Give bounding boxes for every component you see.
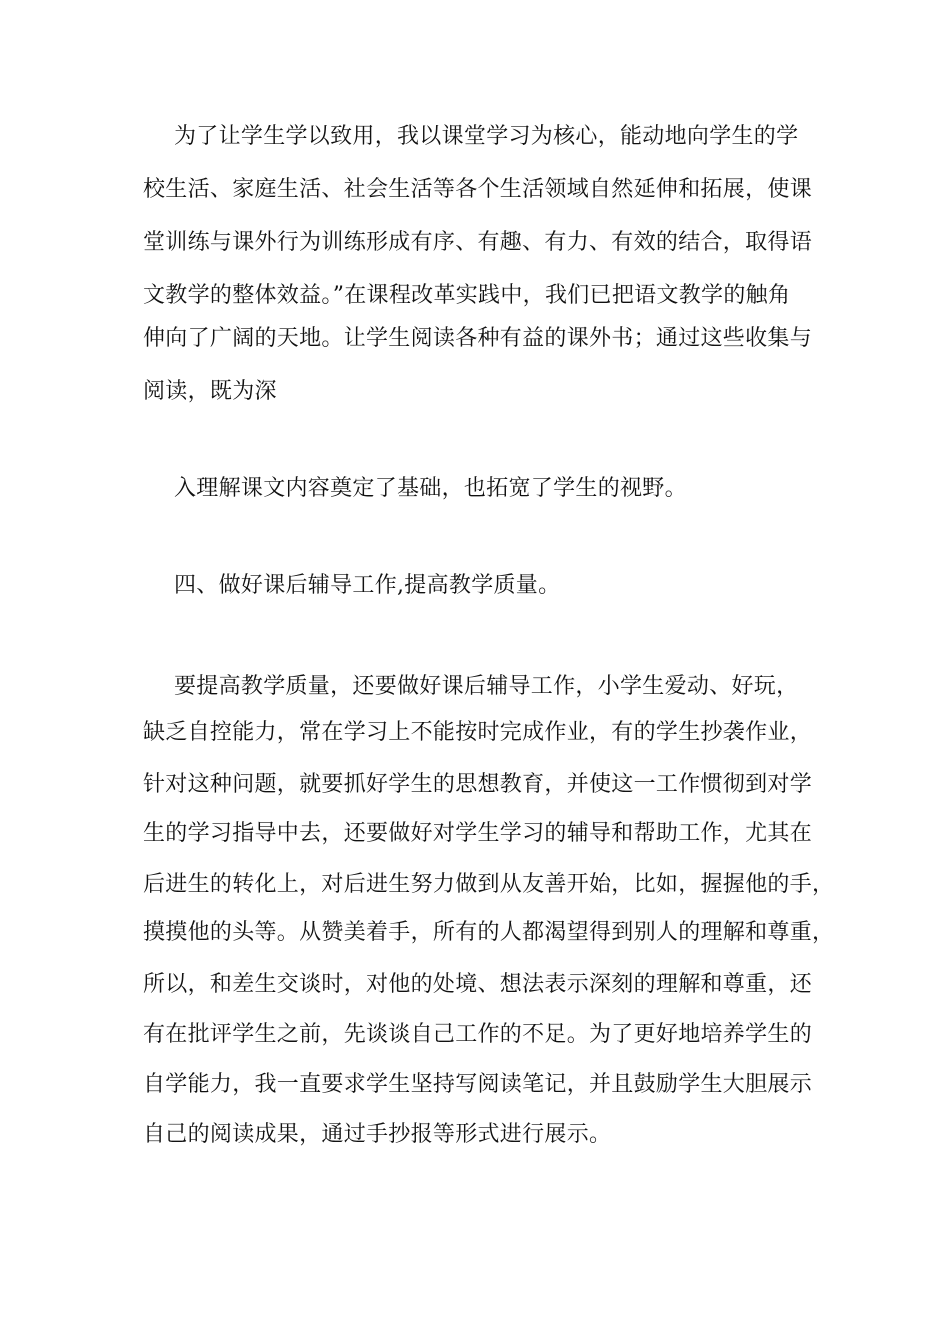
paragraph-line: 摸摸他的头等。从赞美着手，所有的人都渴望得到别人的理解和尊重， [143,920,835,945]
section-heading: 四、做好课后辅导工作,提高教学质量。 [174,573,561,598]
paragraph-line: 入理解课文内容奠定了基础，也拓宽了学生的视野。 [174,476,687,501]
paragraph-line: 缺乏自控能力，常在学习上不能按时完成作业，有的学生抄袭作业， [143,720,813,745]
paragraph-line: 为了让学生学以致用，我以课堂学习为核心，能动地向学生的学 [174,124,799,149]
paragraph-line: 生的学习指导中去，还要做好对学生学习的辅导和帮助工作，尤其在 [143,821,813,846]
paragraph-line: 有在批评学生之前，先谈谈自己工作的不足。为了更好地培养学生的 [143,1022,813,1047]
paragraph-line: 针对这种问题，就要抓好学生的思想教育，并使这一工作惯彻到对学 [143,772,813,797]
paragraph-line: 校生活、家庭生活、社会生活等各个生活领域自然延伸和拓展，使课 [143,177,813,202]
paragraph-line: 文教学的整体效益。”在课程改革实践中，我们已把语文教学的触角 [143,283,791,308]
paragraph-line: 所以，和差生交谈时，对他的处境、想法表示深刻的理解和尊重，还 [143,972,813,997]
paragraph-line: 后进生的转化上，对后进生努力做到从友善开始，比如，握握他的手， [143,872,835,897]
paragraph-line: 伸向了广阔的天地。让学生阅读各种有益的课外书；通过这些收集与 [143,326,813,351]
paragraph-line: 阅读，既为深 [143,379,277,404]
paragraph-line: 堂训练与课外行为训练形成有序、有趣、有力、有效的结合，取得语 [143,230,813,255]
paragraph-line: 要提高教学质量，还要做好课后辅导工作，小学生爱动、好玩， [174,674,799,699]
paragraph-line: 自学能力，我一直要求学生坚持写阅读笔记，并且鼓励学生大胆展示 [143,1072,813,1097]
paragraph-line: 自己的阅读成果，通过手抄报等形式进行展示。 [143,1122,612,1147]
